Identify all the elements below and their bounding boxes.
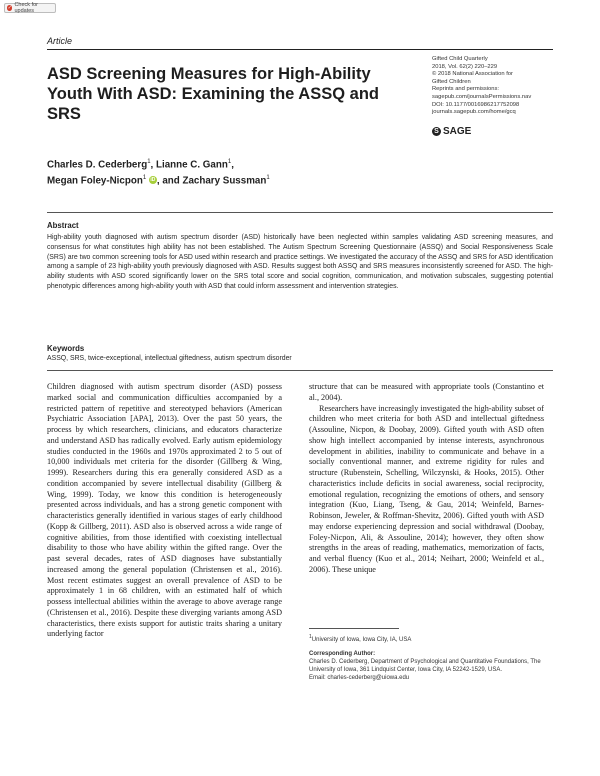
body-right-paragraph-1: structure that can be measured with appropriate tools (Constantino et al., 2004).	[309, 382, 544, 402]
journal-copyright-2: Gifted Children	[432, 78, 471, 85]
affiliation-sup: 1	[309, 634, 312, 640]
affiliation-text: University of Iowa, Iowa City, IA, USA	[311, 637, 412, 643]
author-3-affiliation: 1	[142, 174, 147, 181]
corresponding-email[interactable]: Email: charles-cederberg@uiowa.edu	[309, 675, 410, 681]
author-3: Megan Foley-Nicpon	[47, 175, 143, 187]
body-column-right	[309, 382, 544, 576]
sage-logo-icon: S	[432, 127, 441, 136]
author-1: Charles D. Cederberg	[47, 159, 148, 171]
journal-meta	[432, 56, 562, 117]
body-column-left: Children diagnosed with autism spectrum disorder (ASD) possess marked social and communication difficulties accompanied by a restricted pattern of repetitive and stereotyped behaviors (American Psychiatric Association [APA], 2013). Over the past 50 years, the process by which researchers, clinicians, and educators characterize and understand ASD has radically evolved. Early autism epidemiology studies conducted in the 1960s and 1970s approximated 2 to 5 out of 10,000 individuals met criteria for the disorder (Gillberg & Wing, 1999). Researchers during this era generally considered ASD as a condition accompanied by severe intellectual disability (Gillberg & Wing, 1999). Today, we know this condition is heterogeneously presented across individuals, and has a strong genetic component with characteristics generally identified in various stages of early childhood (Kopp & Gillberg, 2011). ASD also is observed across a wide range of cognitive abilities, from those identified with coexisting intellectual disability to those who have ability within the gifted range. Over the past several decades, rates of ASD diagnoses have substantially increased among the general population (Christensen et al., 2016). Most recent estimates suggest an overall prevalence of ASD to be approximately 1 in 68 children, with an estimated half of which possess intellectual abilities within the average to above average range (Christensen et al., 2016). Despite these diverging variants among ASD characteristics, there exists support for autistic traits sharing a unitary underlying factor	[47, 382, 282, 639]
paper-title: ASD Screening Measures for High-Ability Youth With ASD: Examining the ASSQ and SRS	[47, 65, 379, 123]
article-type-label: Article	[47, 36, 73, 46]
header-rule	[47, 49, 553, 50]
author-1-affiliation: 1	[147, 159, 151, 165]
corresponding-author-text: Charles D. Cederberg, Department of Psychological and Quantitative Foundations, The University of Iowa, 361 Lindquist Center, Iowa City, IA 52242-1529, USA.	[309, 659, 541, 673]
check-updates-label: Check for updates	[14, 2, 38, 14]
abstract-rule	[47, 212, 553, 213]
corresponding-author-heading: Corresponding Author:	[309, 651, 376, 657]
affiliation-line	[309, 633, 554, 644]
author-2: Lianne C. Gann	[155, 159, 228, 171]
journal-copyright: © 2018 National Association for	[432, 71, 513, 78]
check-updates-icon: ✓	[7, 5, 12, 11]
orcid-icon[interactable]: iD	[150, 177, 156, 184]
author-4: and Zachary Sussman	[162, 175, 267, 187]
journal-doi[interactable]: DOI: 10.1177/0016986217752098	[432, 101, 520, 108]
journal-volume: 2018, Vol. 62(2) 220–229	[432, 63, 498, 70]
journal-reprints: Reprints and permissions:	[432, 86, 500, 93]
sage-logo-text: SAGE	[443, 126, 472, 137]
abstract-heading: Abstract	[47, 221, 79, 230]
author-2-affiliation: 1	[227, 159, 232, 165]
keywords-text: ASSQ, SRS, twice-exceptional, intellectual giftedness, autism spectrum disorder	[47, 355, 292, 362]
footnote	[309, 633, 554, 682]
author-4-affiliation: 1	[266, 174, 270, 181]
keywords-rule	[47, 370, 553, 371]
journal-home-url[interactable]: journals.sagepub.com/home/gcq	[432, 109, 516, 116]
body-right-paragraph-2: Researchers have increasingly investigated the high-ability subset of children who meet criteria for both ASD and intellectual giftedness (Assouline, Nicpon, & Doobay, 2009). Gifted youth with ASD often show high intellect accompanied by intense interests, asynchronous development in abilities, inability to communicate and behave in a socially conventional manner, and extreme rigidity for rules and structure (Rubenstein, Schelling, Wilczynski, & Hooks, 2015). Other characteristics include deficits in social awareness, social reciprocity, emotional regulation, recognizing the emotions of others, and sensory integration (Kuo, Liang, Tseng, & Gau, 2014; Weinfeld, Barnes-Robinson, Jeweler, & Roffman-Shevitz, 2006). Gifted youth with ASD may endorse experiencing depression and social withdrawal (Doobay, Foley-Nicpon, Ali, & Assouline, 2014); however, they often show strengths in the areas of reading, mathematics, memorization of facts, and verbal fluency (Kuo et al., 2014; Neihart, 2000; Weinfeld et al., 2006). These unique	[309, 403, 544, 574]
abstract-text: High-ability youth diagnosed with autism spectrum disorder (ASD) historically have been neglected within samples validating ASD screening measures, and consensus for what constitutes high ability has not been established. The Autism Spectrum Screening Questionnaire (ASSQ) and Social Responsiveness Scale (SRS) are two common screening tools for ASD used within research and practice settings. We investigated the accuracy of the ASSQ and SRS for ASD identification among a sample of 23 high-ability youth previously diagnosed with ASD. Results suggest both ASSQ and SRS measures inconsistently screened for ASD. The high-ability students with ASD scored significantly lower on the SRS total score and social cognition, communication, and motivation subscales, suggesting potential phenotypic differences among high-ability youth with ASD that could inform assessment and intervention strategies.	[47, 234, 553, 290]
journal-reprints-url[interactable]: sagepub.com/journalsPermissions.nav	[432, 93, 532, 100]
footnote-rule	[309, 628, 399, 629]
check-for-updates-badge[interactable]	[4, 3, 56, 13]
sage-logo	[432, 126, 471, 137]
author-list: Charles D. Cederberg$^1$, Lianne C. Gann$^1$, Megan Foley-Nicpon$^1$ iD , and Zachary Sussman$^1$	[47, 159, 270, 187]
keywords-heading: Keywords	[47, 344, 85, 353]
journal-name: Gifted Child Quarterly	[432, 56, 488, 62]
